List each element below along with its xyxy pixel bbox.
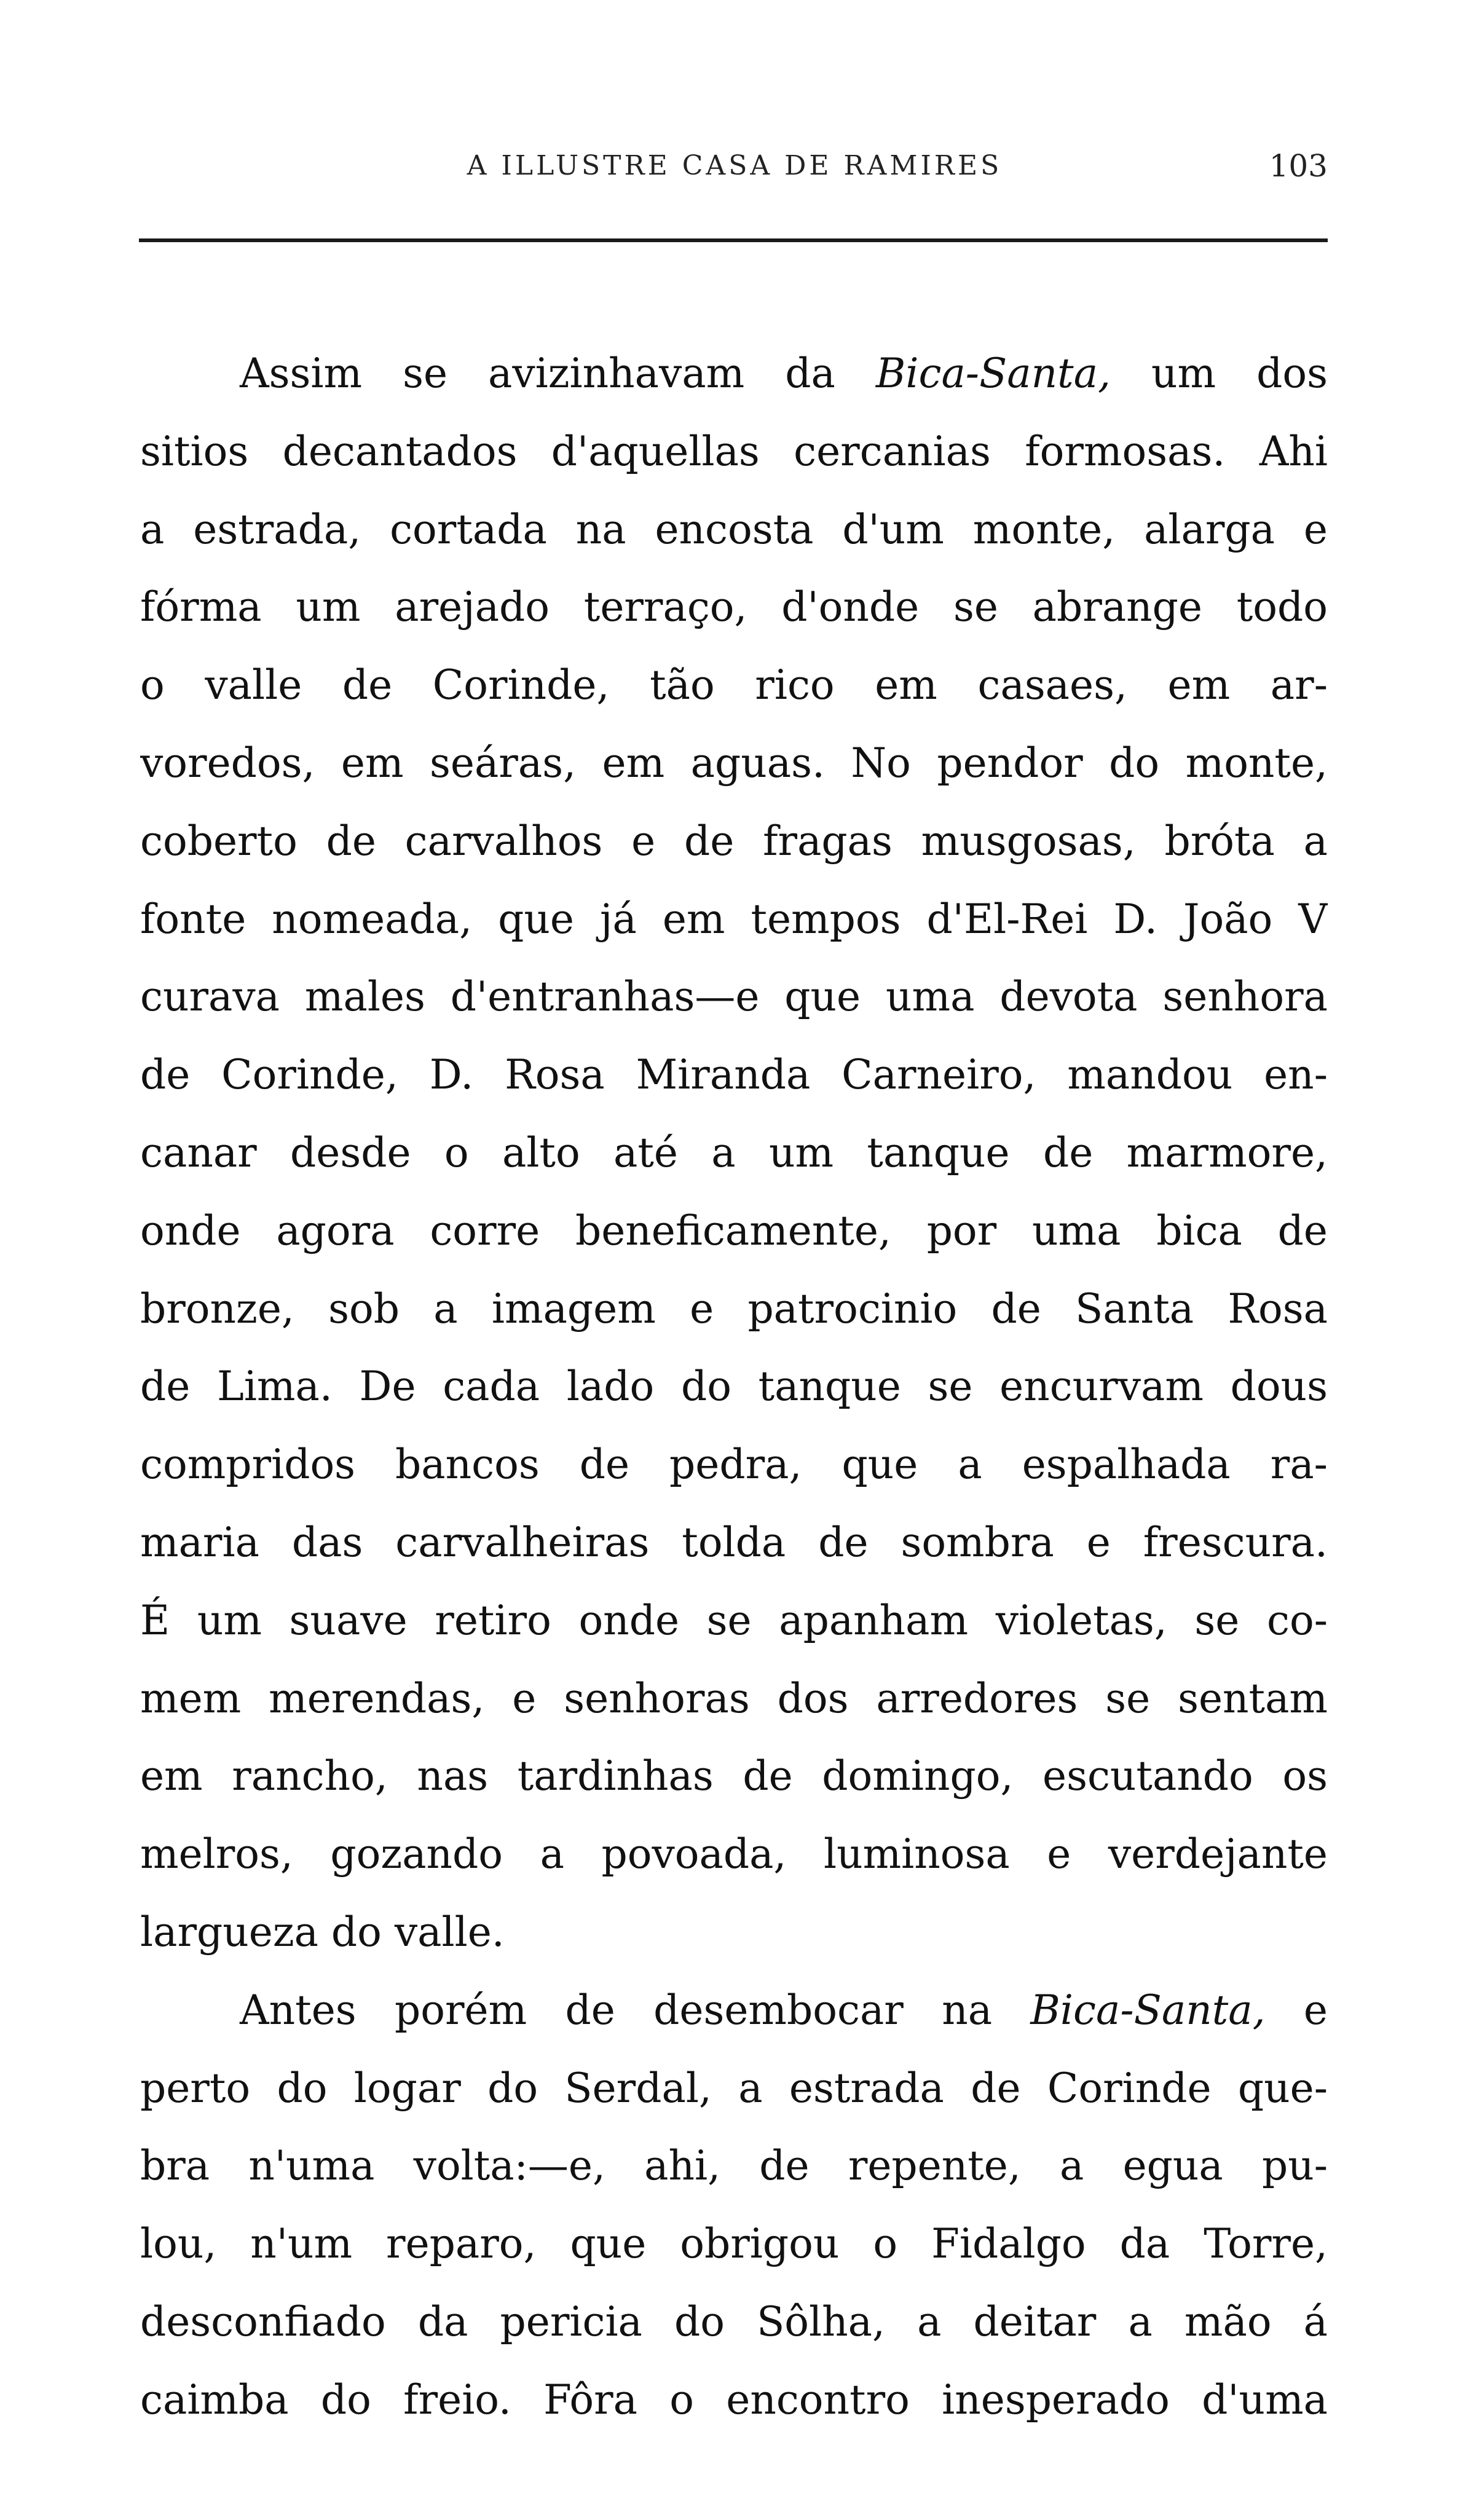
text-segment: o valle de Corinde, tão rico em casaes, em ar-: [140, 661, 1328, 709]
text-line: [140, 803, 1328, 881]
text-line: [140, 2127, 1328, 2205]
text-segment: fonte nomeada, que já em tempos d'El-Rei D. João V: [140, 895, 1328, 943]
text-segment: onde agora corre beneficamente, por uma bica de: [140, 1207, 1328, 1254]
text-line: [140, 2283, 1328, 2361]
text-line: [140, 647, 1328, 725]
text-segment: fórma um arejado terraço, d'onde se abrange todo: [140, 583, 1328, 631]
text-segment: melros, gozando a povoada, luminosa e verdejante: [140, 1830, 1328, 1878]
text-line: [140, 1894, 1328, 1972]
text-segment: É um suave retiro onde se apanham violetas, se co-: [140, 1596, 1328, 1644]
text-line: [140, 1504, 1328, 1582]
text-line: [140, 1582, 1328, 1660]
text-segment: canar desde o alto até a um tanque de marmore,: [140, 1128, 1328, 1176]
text-segment: um dos: [1111, 350, 1328, 397]
text-segment: caimba do freio. Fôra o encontro inesperado d'uma: [140, 2376, 1328, 2424]
text-segment: bronze, sob a imagem e patrocinio de Santa Rosa: [140, 1285, 1328, 1333]
body-text: [140, 335, 1328, 2439]
text-line: [140, 491, 1328, 569]
text-line: [140, 1270, 1328, 1349]
text-segment: voredos, em seáras, em aguas. No pendor do monte,: [140, 739, 1328, 787]
text-line: [140, 413, 1328, 491]
text-segment: largueza do valle.: [140, 1908, 505, 1956]
text-line: [140, 1426, 1328, 1504]
running-head: [141, 144, 1328, 187]
text-line: [140, 1816, 1328, 1894]
page-number: 103: [1269, 148, 1328, 184]
text-line: [140, 1738, 1328, 1816]
text-line: [140, 2361, 1328, 2439]
text-line: [140, 1036, 1328, 1114]
text-segment: a estrada, cortada na encosta d'um monte, alarga e: [140, 505, 1328, 553]
text-line: [140, 335, 1328, 413]
text-segment: sitios decantados d'aquellas cercanias formosas. Ahi: [140, 427, 1328, 475]
text-line: [140, 1114, 1328, 1192]
italic-text-segment: Bica-Santa,: [875, 350, 1111, 397]
italic-text-segment: Bica-Santa,: [1030, 1986, 1266, 2034]
text-segment: mem merendas, e senhoras dos arredores se sentam: [140, 1674, 1328, 1722]
text-line: [140, 569, 1328, 647]
running-title: A ILLUSTRE CASA DE RAMIRES: [467, 150, 1003, 181]
text-segment: de Corinde, D. Rosa Miranda Carneiro, mandou en-: [140, 1051, 1328, 1099]
text-segment: perto do logar do Serdal, a estrada de Corinde que-: [140, 2064, 1328, 2112]
text-segment: Antes porém de desembocar na: [240, 1986, 1031, 2034]
text-line: [140, 1972, 1328, 2050]
text-line: [140, 881, 1328, 959]
text-segment: maria das carvalheiras tolda de sombra e frescura.: [140, 1518, 1328, 1566]
text-segment: de Lima. De cada lado do tanque se encurvam dous: [140, 1363, 1328, 1411]
text-segment: bra n'uma volta:—e, ahi, de repente, a egua pu-: [140, 2142, 1328, 2190]
text-segment: coberto de carvalhos e de fragas musgosas, bróta a: [140, 817, 1328, 865]
text-segment: em rancho, nas tardinhas de domingo, escutando os: [140, 1752, 1328, 1800]
text-segment: curava males d'entranhas—e que uma devota senhora: [140, 973, 1328, 1021]
text-line: [140, 1192, 1328, 1270]
text-line: [140, 725, 1328, 803]
header-rule: [139, 238, 1328, 242]
text-segment: desconfiado da pericia do Sôlha, a deitar a mão á: [140, 2298, 1328, 2345]
text-segment: Assim se avizinhavam da: [240, 350, 876, 397]
text-segment: compridos bancos de pedra, que a espalhada ra-: [140, 1441, 1328, 1489]
text-line: [140, 1660, 1328, 1738]
text-segment: e: [1265, 1986, 1328, 2034]
text-line: [140, 2205, 1328, 2283]
text-line: [140, 2050, 1328, 2128]
text-line: [140, 1348, 1328, 1426]
text-segment: lou, n'um reparo, que obrigou o Fidalgo da Torre,: [140, 2220, 1328, 2268]
text-line: [140, 958, 1328, 1036]
